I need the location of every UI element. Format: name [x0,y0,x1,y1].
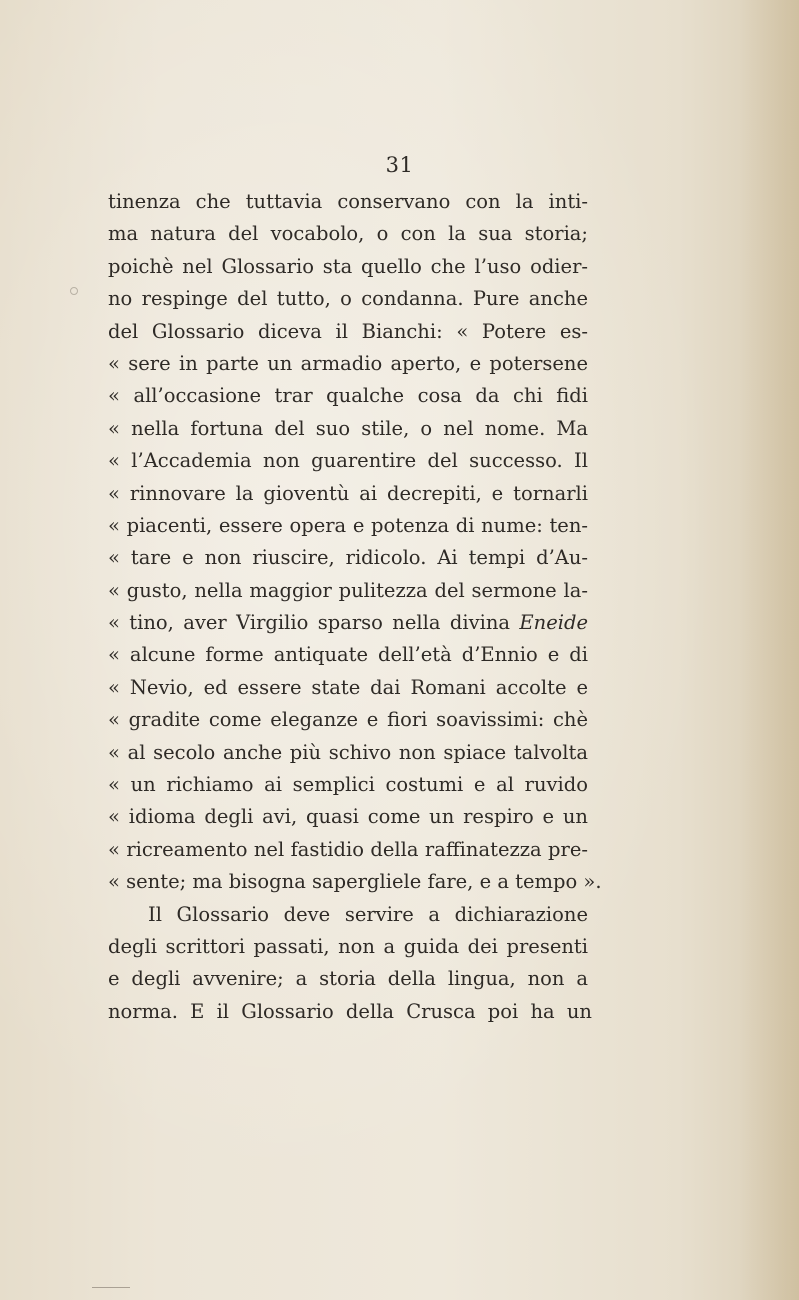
quote-line: « piacenti, essere opera e potenza di nume: ten- [108,513,588,537]
quote-line-text: « tino, aver Virgilio sparso nella divina [108,611,520,635]
quote-line: « l’Accademia non guarentire del successo. Il [108,449,588,473]
text-line: no respinge del tutto, o condanna. Pure anche [108,287,588,311]
quote-line: « gusto, nella maggior pulitezza del sermone la- [108,578,588,602]
page-number: 31 [385,153,414,177]
text-line-last: norma. E il Glossario della Crusca poi ha un [108,999,592,1023]
quote-line: « tare e non riuscire, ridicolo. Ai tempi d’Au- [108,546,588,570]
quote-line: « nella fortuna del suo stile, o nel nome. Ma [108,416,588,440]
quote-line: « Nevio, ed essere state dai Romani accolte e [108,675,588,699]
text-line: degli scrittori passati, non a guida dei presenti [108,934,588,958]
text-line: del Glossario diceva il Bianchi: « Potere es- [108,319,588,343]
quote-line: « alcune forme antiquate dell’età d’Ennio e di [108,643,588,667]
book-title-eneide: Eneide [519,611,588,635]
margin-mark [70,287,78,295]
quote-line: « al secolo anche più schivo non spiace talvolta [108,740,588,764]
quote-line: « gradite come eleganze e fiori soavissimi: chè [108,708,588,732]
text-line: poichè nel Glossario sta quello che l’uso odier- [108,254,588,278]
quote-line: « sente; ma bisogna sapergliele fare, e a tempo ». [108,870,602,894]
quote-line: « rinnovare la gioventù ai decrepiti, e tornarli [108,481,588,505]
quote-line: « all’occasione trar qualche cosa da chi fidi [108,384,588,408]
text-line: ma natura del vocabolo, o con la sua storia; [108,222,588,246]
quote-line: « idioma degli avi, quasi come un respiro e un [108,805,588,829]
bottom-rule [92,1287,130,1288]
quote-line-with-title [108,607,588,639]
quote-line: « sere in parte un armadio aperto, e potersene [108,351,588,375]
text-line: tinenza che tuttavia conservano con la inti- [108,190,588,213]
quote-line: « ricreamento nel fastidio della raffinatezza pre- [108,837,588,861]
quote-line: « un richiamo ai semplici costumi e al ruvido [108,773,588,797]
body-text [108,186,602,1028]
paragraph-start-line: Il Glossario deve servire a dichiarazione [148,902,588,926]
text-line: e degli avvenire; a storia della lingua, non a [108,967,588,991]
